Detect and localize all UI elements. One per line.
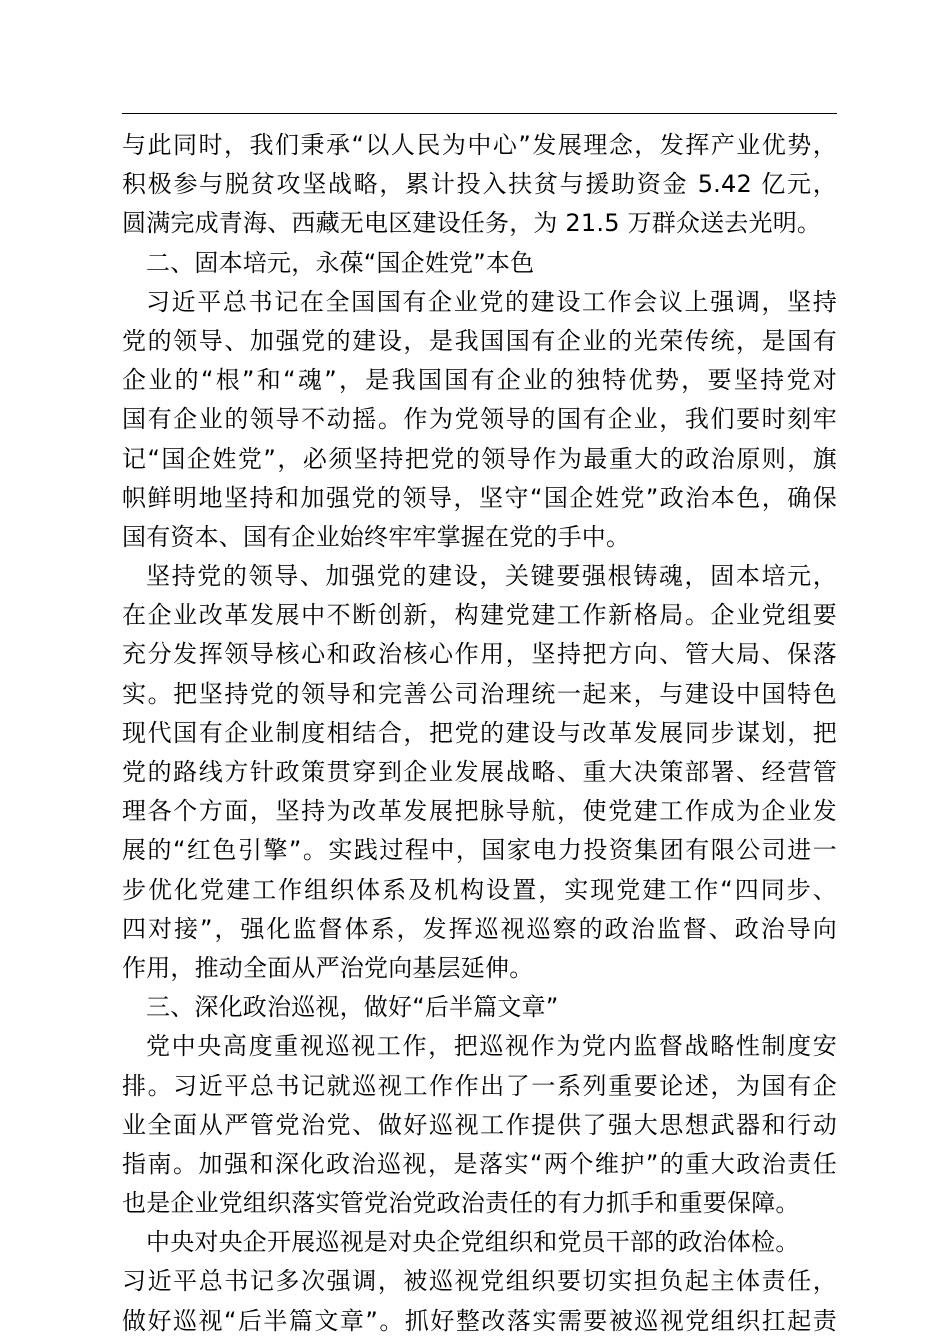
paragraph-line: 党的领导、加强党的建设，是我国国有企业的光荣传统，是国有 — [122, 326, 837, 355]
paragraph-line: 企业的“根”和“魂”，是我国国有企业的独特优势，要坚持党对 — [122, 366, 837, 395]
paragraph-line: 充分发挥领导核心和政治核心作用，坚持把方向、管大局、保落 — [122, 640, 837, 669]
paragraph-line: 理各个方面，坚持为改革发展把脉导航，使党建工作成为企业发 — [122, 797, 837, 826]
paragraph-line: 圆满完成青海、西藏无电区建设任务，为 21.5 万群众送去光明。 — [122, 209, 822, 238]
paragraph-line: 也是企业党组织落实管党治党政治责任的有力抓手和重要保障。 — [122, 1189, 800, 1218]
paragraph-line: 国有企业的领导不动摇。作为党领导的国有企业，我们要时刻牢 — [122, 405, 837, 434]
body-text — [122, 126, 837, 1341]
paragraph-line: 习近平总书记多次强调，被巡视党组织要切实担负起主体责任， — [122, 1267, 837, 1296]
header-rule — [122, 113, 837, 114]
paragraph-line: 在企业改革发展中不断创新，构建党建工作新格局。企业党组要 — [122, 601, 837, 630]
paragraph-line: 排。习近平总书记就巡视工作作出了一系列重要论述，为国有企 — [122, 1071, 837, 1100]
paragraph-line: 帜鲜明地坚持和加强党的领导，坚守“国企姓党”政治本色，确保 — [122, 483, 837, 512]
paragraph-line: 步优化党建工作组织体系及机构设置，实现党建工作“四同步、 — [122, 875, 837, 904]
section-heading: 三、深化政治巡视，做好“后半篇文章” — [146, 993, 559, 1022]
section-heading: 二、固本培元，永葆“国企姓党”本色 — [146, 248, 535, 277]
paragraph-line: 业全面从严管党治党、做好巡视工作提供了强大思想武器和行动 — [122, 1110, 837, 1139]
paragraph-line: 党的路线方针政策贯穿到企业发展战略、重大决策部署、经营管 — [122, 758, 837, 786]
paragraph-line: 四对接”，强化监督体系，发挥巡视巡察的政治监督、政治导向 — [122, 914, 837, 943]
paragraph-line: 做好巡视“后半篇文章”。抓好整改落实需要被巡视党组织扛起责 — [122, 1306, 837, 1335]
paragraph-line: 记“国企姓党”，必须坚持把党的领导作为最重大的政治原则，旗 — [122, 444, 837, 473]
paragraph-line: 积极参与脱贫攻坚战略，累计投入扶贫与援助资金 5.42 亿元， — [122, 170, 837, 199]
paragraph-line: 指南。加强和深化政治巡视，是落实“两个维护”的重大政治责任 — [122, 1149, 837, 1178]
paragraph-line: 习近平总书记在全国国有企业党的建设工作会议上强调，坚持 — [146, 287, 837, 316]
paragraph-line: 现代国有企业制度相结合，把党的建设与改革发展同步谋划，把 — [122, 718, 837, 747]
paragraph-line: 展的“红色引擎”。实践过程中，国家电力投资集团有限公司进一 — [122, 836, 837, 865]
paragraph-line: 实。把坚持党的领导和完善公司治理统一起来，与建设中国特色 — [122, 679, 837, 708]
paragraph-line: 坚持党的领导、加强党的建设，关键要强根铸魂，固本培元， — [146, 562, 837, 591]
paragraph-line: 党中央高度重视巡视工作，把巡视作为党内监督战略性制度安 — [146, 1032, 837, 1061]
paragraph-line: 国有资本、国有企业始终牢牢掌握在党的手中。 — [122, 522, 631, 551]
paragraph-line: 与此同时，我们秉承“以人民为中心”发展理念，发挥产业优势， — [122, 131, 837, 159]
paragraph-line: 作用，推动全面从严治党向基层延伸。 — [122, 953, 534, 982]
paragraph-line: 中央对央企开展巡视是对央企党组织和党员干部的政治体检。 — [146, 1228, 800, 1257]
